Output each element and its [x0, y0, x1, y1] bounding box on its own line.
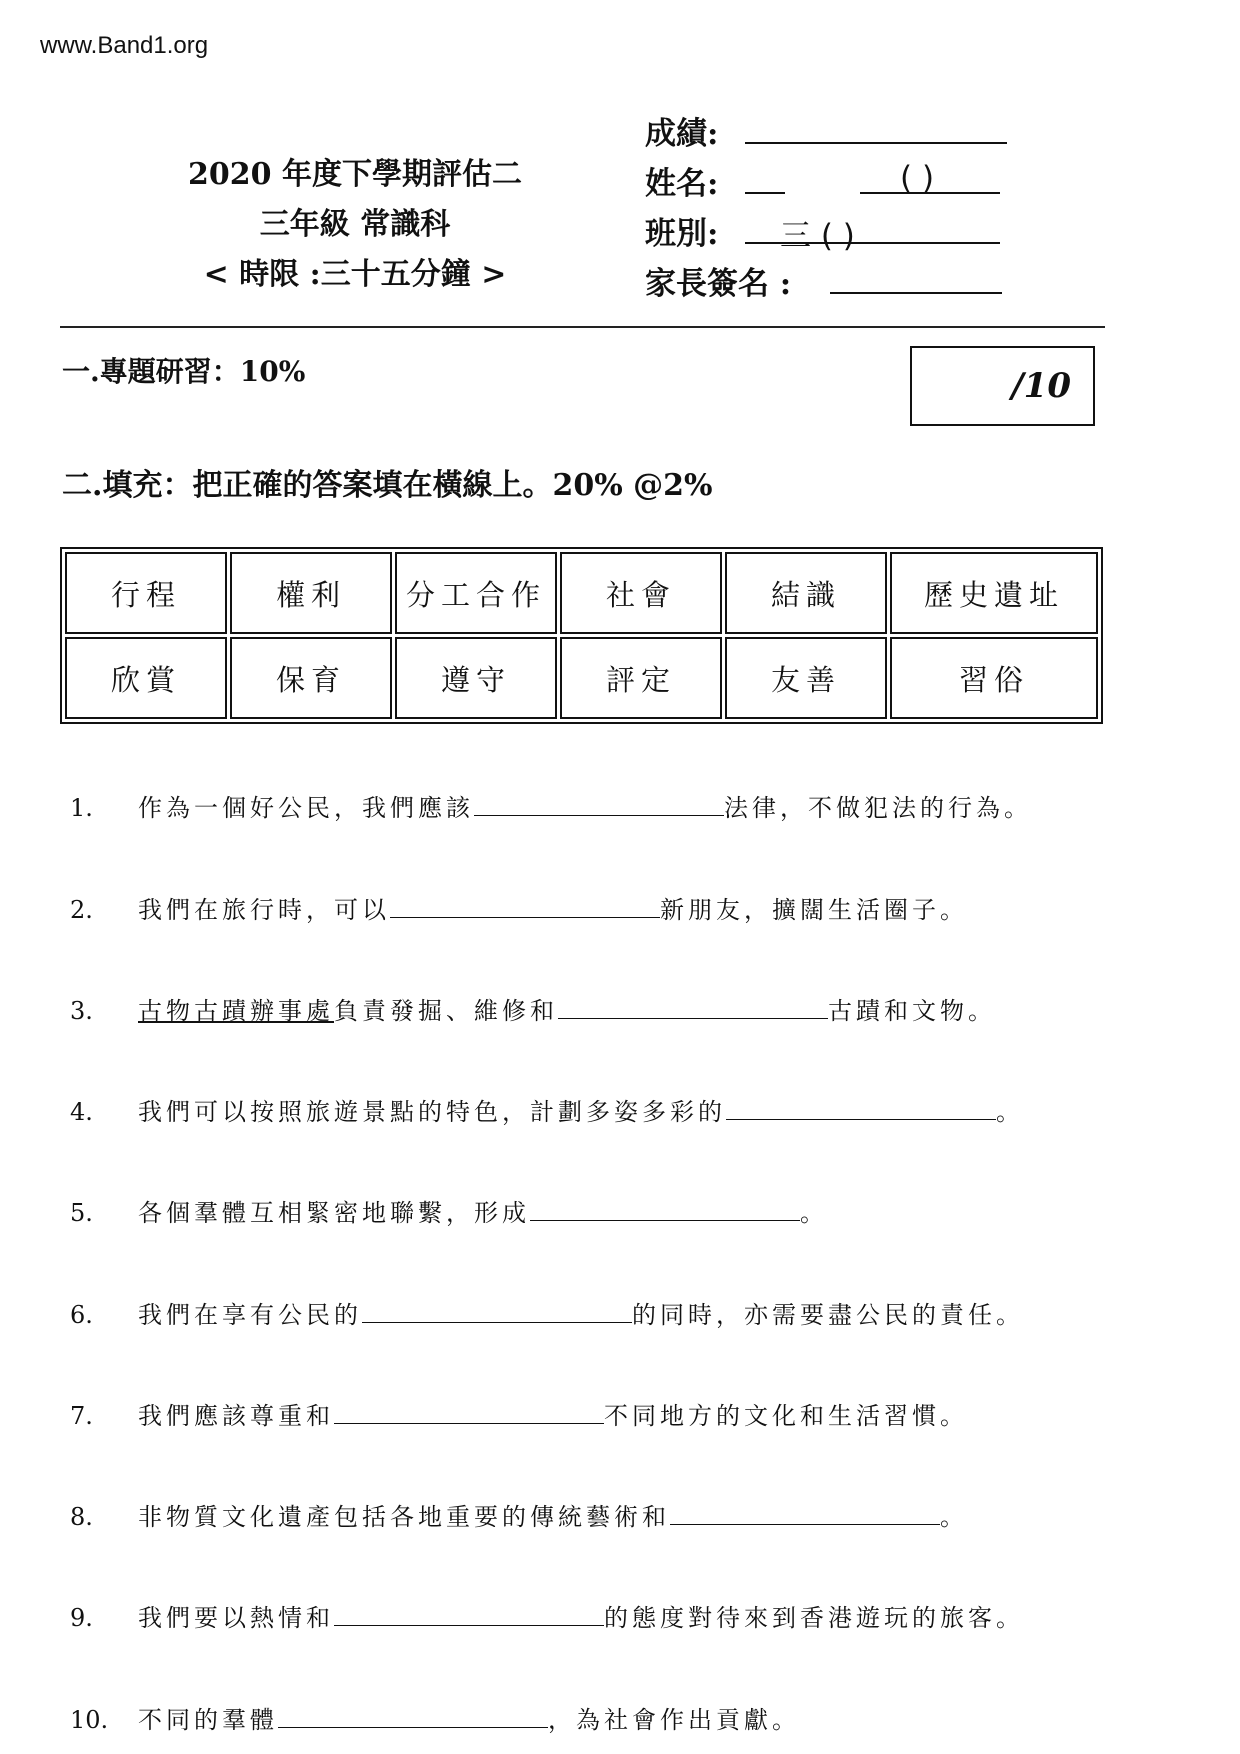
answer-blank[interactable] — [278, 1701, 548, 1728]
word-bank-table — [60, 547, 1103, 724]
section1-title: 一.專題研習：10% — [62, 355, 306, 388]
word-bank-cell: 歷史遺址 — [890, 552, 1098, 634]
exam-title-line3: < 時限 :三十五分鐘 > — [203, 257, 507, 292]
exam-title-line1: 2020 年度下學期評估二 — [188, 157, 522, 192]
question-underlined-term: 古物古蹟辦事處 — [138, 997, 334, 1025]
section2-title: 二.填充：把正確的答案填在橫線上。20% @2% — [62, 468, 713, 503]
question-number: 4. — [70, 1098, 93, 1126]
parent-signature-field[interactable] — [830, 258, 1002, 294]
section1-score-box — [910, 346, 1095, 426]
answer-blank[interactable] — [670, 1498, 940, 1525]
question-text-after: 。 — [996, 1098, 1024, 1126]
question-text-after: 法律，不做犯法的行為。 — [724, 794, 1032, 822]
question-text-before: 我們可以按照旅遊景點的特色，計劃多姿多彩的 — [138, 1098, 726, 1126]
question-5 — [70, 1193, 828, 1228]
name-field[interactable] — [745, 158, 785, 194]
word-bank-cell: 欣賞 — [65, 637, 227, 719]
exam-title-line2: 三年級 常識科 — [259, 207, 451, 242]
question-number: 10. — [70, 1706, 109, 1734]
question-number: 3. — [70, 997, 93, 1025]
word-bank-row — [65, 637, 1098, 719]
question-9 — [70, 1598, 1024, 1633]
question-text-after: 的同時，亦需要盡公民的責任。 — [632, 1301, 1024, 1329]
question-text-after: 的態度對待來到香港遊玩的旅客。 — [604, 1604, 1024, 1632]
answer-blank[interactable] — [362, 1296, 632, 1323]
exam-title — [140, 150, 570, 300]
word-bank-cell: 行程 — [65, 552, 227, 634]
word-bank-cell: 保育 — [230, 637, 392, 719]
question-2 — [70, 890, 968, 925]
word-bank-cell: 結識 — [725, 552, 887, 634]
word-bank-cell: 遵守 — [395, 637, 557, 719]
header-divider — [60, 326, 1105, 328]
question-text-before: 我們應該尊重和 — [138, 1402, 334, 1430]
answer-blank[interactable] — [530, 1194, 800, 1221]
answer-blank[interactable] — [726, 1093, 996, 1120]
question-text-before: 各個羣體互相緊密地聯繫，形成 — [138, 1199, 530, 1227]
question-number: 1. — [70, 794, 93, 822]
question-1 — [70, 788, 1032, 823]
website-url: www.Band1.org — [40, 32, 209, 59]
parent-signature-label: 家長簽名 : — [645, 266, 792, 302]
section1-score: /10 — [1011, 366, 1071, 406]
question-8 — [70, 1497, 968, 1532]
question-text-after: 古蹟和文物。 — [828, 997, 996, 1025]
question-10 — [70, 1700, 800, 1735]
question-text-after: 。 — [940, 1503, 968, 1531]
score-field[interactable] — [745, 108, 1007, 144]
question-text-after: ，為社會作出貢獻。 — [548, 1706, 800, 1734]
class-label: 班別: — [645, 216, 719, 252]
question-text-before: 我們在享有公民的 — [138, 1301, 362, 1329]
word-bank-cell: 社會 — [560, 552, 722, 634]
class-number-paren: ( ) — [900, 160, 935, 196]
question-4 — [70, 1092, 1024, 1127]
name-label: 姓名: — [645, 166, 719, 202]
answer-blank[interactable] — [474, 789, 724, 816]
question-text-after: 。 — [800, 1199, 828, 1227]
word-bank-cell: 分工合作 — [395, 552, 557, 634]
answer-blank[interactable] — [334, 1397, 604, 1424]
question-text-before: 作為一個好公民，我們應該 — [138, 794, 474, 822]
word-bank-cell: 友善 — [725, 637, 887, 719]
question-number: 5. — [70, 1199, 93, 1227]
answer-blank[interactable] — [334, 1599, 604, 1626]
answer-blank[interactable] — [558, 992, 828, 1019]
question-3 — [70, 991, 996, 1026]
question-number: 9. — [70, 1604, 93, 1632]
question-7 — [70, 1396, 968, 1431]
question-text-before: 我們在旅行時，可以 — [138, 896, 390, 924]
question-text-before: 不同的羣體 — [138, 1706, 278, 1734]
answer-blank[interactable] — [390, 891, 660, 918]
word-bank-cell: 習俗 — [890, 637, 1098, 719]
question-text-before: 負責發掘、維修和 — [334, 997, 558, 1025]
question-text-after: 新朋友，擴闊生活圈子。 — [660, 896, 968, 924]
question-text-before: 非物質文化遺產包括各地重要的傳統藝術和 — [138, 1503, 670, 1531]
question-number: 7. — [70, 1402, 93, 1430]
question-text-after: 不同地方的文化和生活習慣。 — [604, 1402, 968, 1430]
question-number: 2. — [70, 896, 93, 924]
score-label: 成績: — [645, 116, 719, 152]
question-6 — [70, 1295, 1024, 1330]
class-value: 三 ( ) — [780, 218, 855, 254]
question-number: 8. — [70, 1503, 93, 1531]
question-number: 6. — [70, 1301, 93, 1329]
question-text-before: 我們要以熱情和 — [138, 1604, 334, 1632]
word-bank-cell: 評定 — [560, 637, 722, 719]
word-bank-row — [65, 552, 1098, 634]
word-bank-cell: 權利 — [230, 552, 392, 634]
